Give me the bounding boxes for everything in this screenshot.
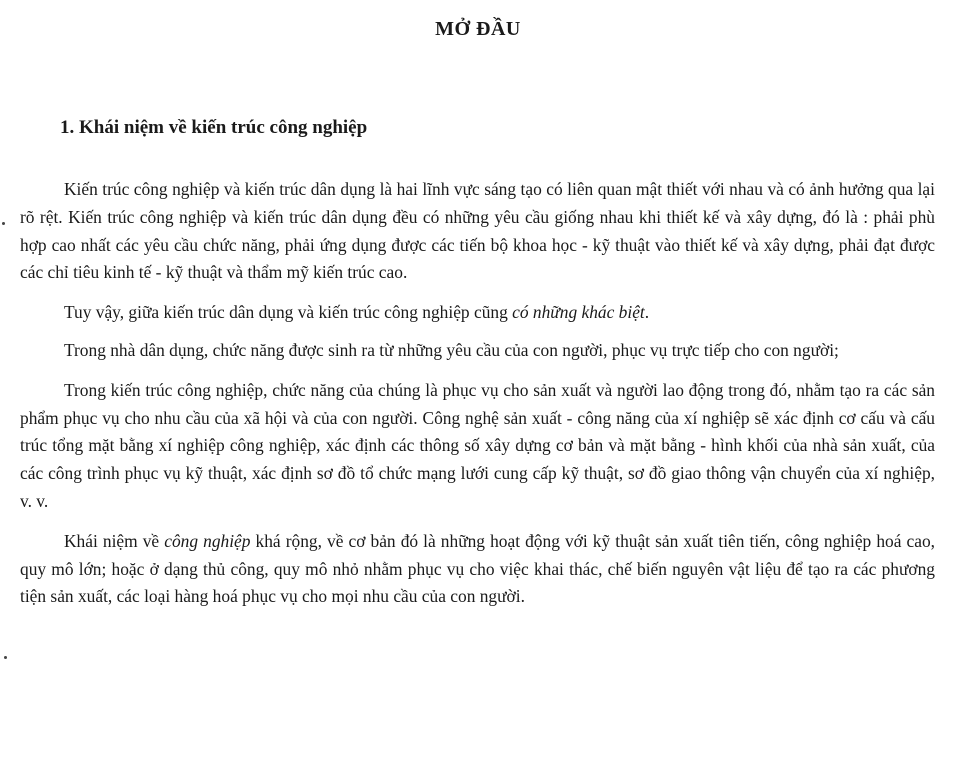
paragraph-2-emphasis: có những khác biệt (512, 302, 645, 323)
paragraph-5 (20, 528, 935, 611)
paragraph-5-emphasis: công nghiệp (164, 530, 251, 551)
scan-speck (2, 222, 5, 225)
scan-speck (4, 656, 7, 659)
paragraph-5-end: khá rộng, về cơ bản đó là những hoạt động với kỹ thuật sản xuất tiên tiến, công nghiệp hoá cao, quy mô lớn; hoặc ở dạng thủ công, quy mô nhỏ nhằm phục vụ cho việc khai thác, chế biến nguyên vật liệu để tạo ra các phương tiện sản xuất, các loại hàng hoá phục vụ cho mọi nhu cầu của con người. (20, 530, 935, 607)
paragraph-2-text: Tuy vậy, giữa kiến trúc dân dụng và kiến trúc công nghiệp cũng (64, 302, 513, 323)
paragraph-1: Kiến trúc công nghiệp và kiến trúc dân dụng là hai lĩnh vực sáng tạo có liên quan mật thiết với nhau và có ảnh hưởng qua lại rõ rệt. Kiến trúc công nghiệp và kiến trúc dân dụng đều có những yêu cầu giống nhau khi thiết kế và xây dựng, đó là : phải phù hợp cao nhất các yêu cầu chức năng, phải ứng dụng được các tiến bộ khoa học - kỹ thuật vào thiết kế và xây dựng, phải đạt được các chỉ tiêu kinh tế - kỹ thuật và thẩm mỹ kiến trúc cao. (20, 179, 935, 283)
page-title: MỞ ĐẦU (435, 18, 521, 40)
paragraph-2-end: . (644, 302, 650, 323)
paragraph-3: Trong nhà dân dụng, chức năng được sinh ra từ những yêu cầu của con người, phục vụ trực tiếp cho con người; (64, 339, 839, 360)
paragraph-2 (20, 299, 935, 327)
section-heading: 1. Khái niệm về kiến trúc công nghiệp (60, 117, 368, 138)
paragraph-5-text: Khái niệm về (64, 530, 165, 551)
paragraph-4: Trong kiến trúc công nghiệp, chức năng của chúng là phục vụ cho sản xuất và người lao động trong đó, nhằm tạo ra các sản phẩm phục vụ cho nhu cầu của xã hội và của con người. Công nghệ sản xuất - công năng của xí nghiệp sẽ xác định cơ cấu và cấu trúc tổng mặt bằng xí nghiệp công nghiệp, xác định các thông số xây dựng cơ bản và mặt bằng - hình khối của nhà sản xuất, của các công trình phục vụ kỹ thuật, xác định sơ đồ tổ chức mạng lưới cung cấp kỹ thuật, sơ đồ giao thông vận chuyển của xí nghiệp, v. v. (20, 379, 935, 511)
document-body (20, 176, 935, 623)
